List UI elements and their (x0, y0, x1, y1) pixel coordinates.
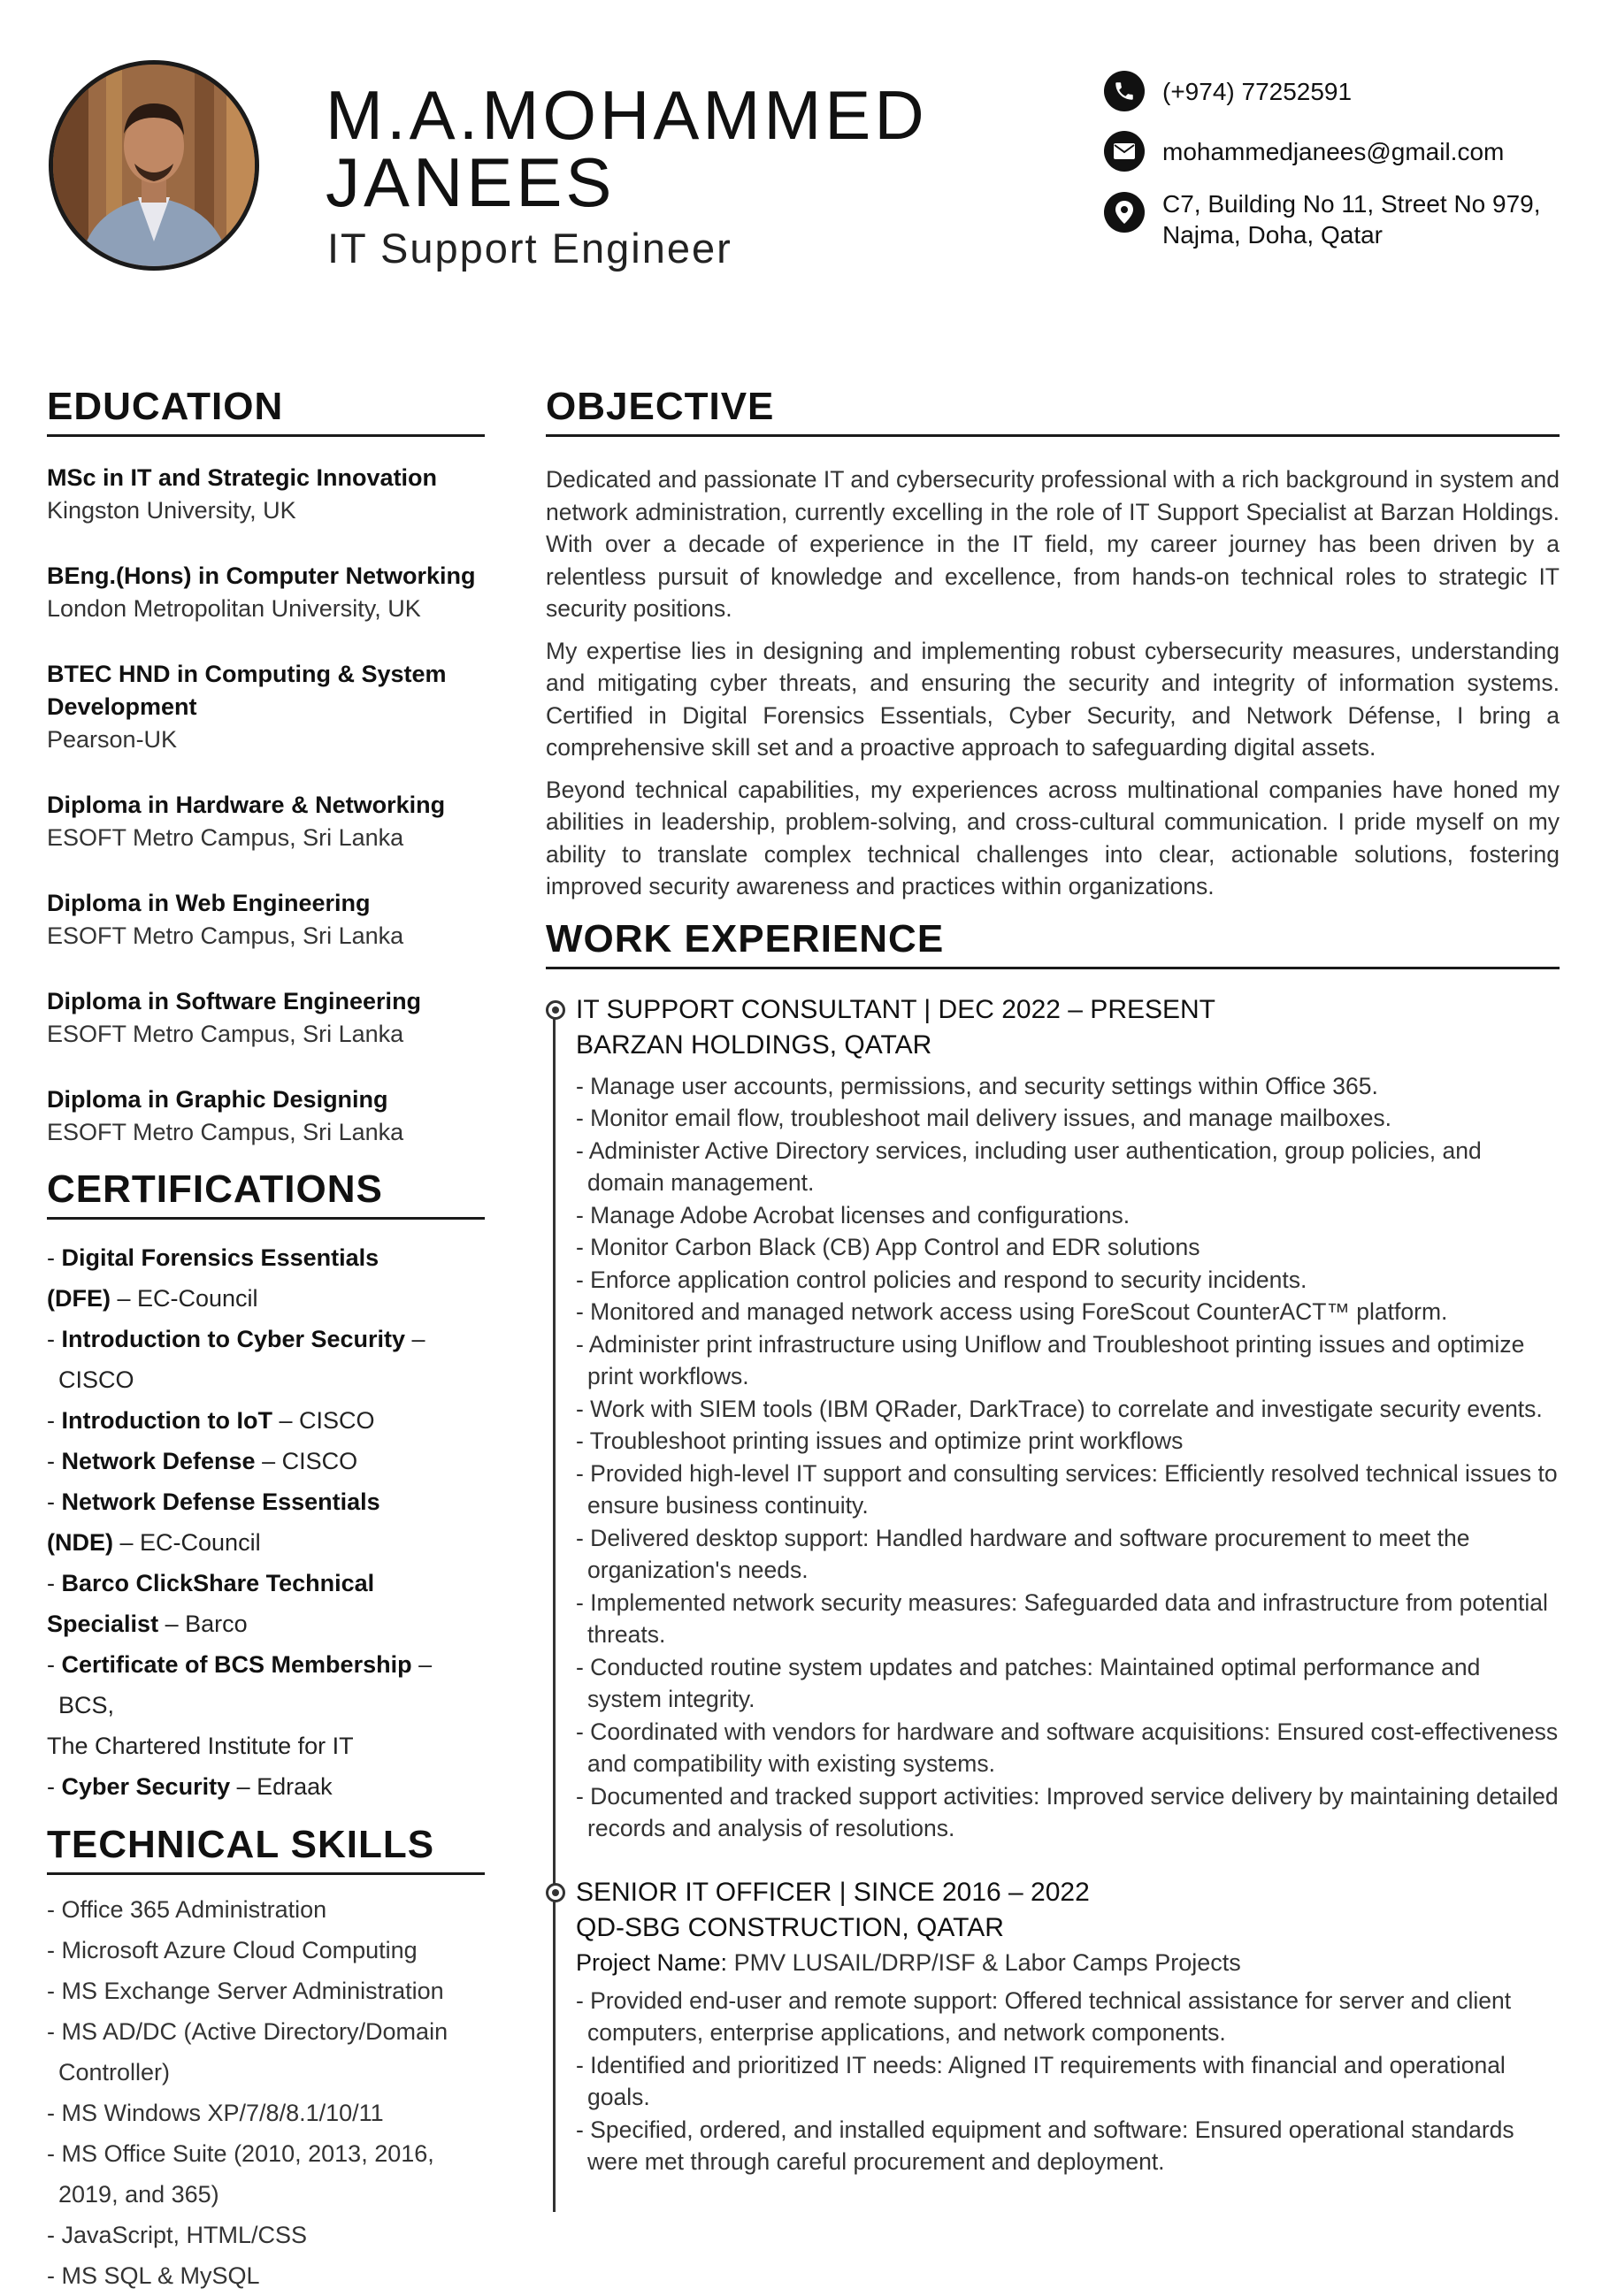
experience-rule (546, 967, 1560, 969)
certification-item-continued (47, 1278, 485, 1319)
full-name (326, 76, 928, 221)
education-item (47, 658, 485, 756)
education-school: ESOFT Metro Campus, Sri Lanka (47, 824, 404, 851)
certification-issuer: – EC-Council (113, 1529, 261, 1556)
certification-item-continued (47, 1522, 485, 1563)
education-item (47, 462, 485, 527)
education-degree: BEng.(Hons) in Computer Networking (47, 563, 476, 589)
project-name (576, 1946, 1560, 1979)
certification-item: - Certificate of BCS Membership – BCS, (47, 1651, 433, 1718)
certification-name: Introduction to IoT (61, 1407, 272, 1434)
certification-issuer: – BCS, (58, 1651, 433, 1718)
duty-item: - Troubleshoot printing issues and optimize print workflows (576, 1427, 1184, 1454)
experience-timeline (546, 992, 1560, 2178)
certification-issuer-continued: The Chartered Institute for IT (47, 1733, 354, 1759)
education-degree: Diploma in Web Engineering (47, 890, 371, 916)
education-school: ESOFT Metro Campus, Sri Lanka (47, 1119, 404, 1145)
duty-item: - Provided high-level IT support and consulting services: Efficiently resolved technical issues to ensure business continuity. (576, 1459, 1558, 1519)
timeline-dot-icon (546, 1000, 565, 1020)
education-degree: Diploma in Software Engineering (47, 988, 422, 1014)
education-degree: Diploma in Graphic Designing (47, 1086, 388, 1113)
address-line-2: Najma, Doha, Qatar (1162, 221, 1383, 249)
skill-item: - MS AD/DC (Active Directory/Domain Controller) (47, 2018, 448, 2086)
certification-item: - Introduction to Cyber Security – CISCO (47, 1326, 425, 1393)
contact-address (1104, 188, 1541, 250)
education-item (47, 789, 485, 854)
job-role: IT Support Engineer (327, 225, 732, 272)
phone-icon (1104, 71, 1145, 111)
duty-item: - Conducted routine system updates and patches: Maintained optimal performance and system integrity. (576, 1653, 1481, 1712)
address-line-1: C7, Building No 11, Street No 979, (1162, 190, 1541, 218)
duty-item: - Provided end-user and remote support: Offered technical assistance for server and client computers, enterprise applications, and network components. (576, 1986, 1512, 2046)
education-section (47, 385, 485, 1149)
skills-rule (47, 1872, 485, 1875)
experience-heading: WORK EXPERIENCE (546, 916, 945, 960)
certification-issuer: – Edraak (230, 1773, 333, 1800)
certification-name: Certificate of BCS Membership (61, 1651, 412, 1678)
experience-section (546, 917, 1560, 2178)
job-company: BARZAN HOLDINGS, QATAR (576, 1029, 932, 1060)
education-heading: EDUCATION (47, 385, 284, 428)
education-school: London Metropolitan University, UK (47, 595, 421, 622)
duty-item: - Enforce application control policies and respond to security incidents. (576, 1266, 1307, 1293)
education-item (47, 560, 485, 625)
skill-item: - MS Exchange Server Administration (47, 1978, 444, 2004)
job-duties (576, 1070, 1560, 1845)
objective-paragraphs (546, 463, 1560, 903)
certification-name-continued: (DFE) (47, 1285, 111, 1312)
certifications-list (47, 1237, 485, 1807)
certification-issuer: – CISCO (255, 1448, 358, 1474)
duty-item: - Work with SIEM tools (IBM QRader, DarkTrace) to correlate and investigate security events. (576, 1395, 1543, 1422)
left-column (47, 385, 485, 2296)
project-label: Project Name: (576, 1948, 728, 1976)
project-value: PMV LUSAIL/DRP/ISF & Labor Camps Projects (727, 1948, 1241, 1976)
job-company: QD-SBG CONSTRUCTION, QATAR (576, 1912, 1004, 1942)
certification-name: Introduction to Cyber Security (61, 1326, 406, 1352)
certification-name-continued: Specialist (47, 1611, 159, 1637)
education-degree: BTEC HND in Computing & System Development (47, 661, 447, 720)
objective-section (546, 385, 1560, 903)
certification-item: - Cyber Security – Edraak (47, 1773, 333, 1800)
duty-item: - Monitor Carbon Black (CB) App Control and EDR solutions (576, 1234, 1200, 1260)
skill-item: - Office 365 Administration (47, 1896, 327, 1923)
timeline-line (553, 1008, 556, 2212)
job-title: SENIOR IT OFFICER | SINCE 2016 – 2022 (576, 1877, 1090, 1907)
right-column (546, 385, 1560, 2178)
duty-item: - Manage Adobe Acrobat licenses and configurations. (576, 1201, 1131, 1228)
education-rule (47, 434, 485, 437)
certifications-section (47, 1167, 485, 1807)
job-entry (576, 992, 1560, 1845)
certification-item-continued (47, 1603, 485, 1644)
skills-section (47, 1823, 485, 2296)
job-entry (576, 1875, 1560, 2178)
skill-item: - MS Windows XP/7/8/8.1/10/11 (47, 2100, 384, 2126)
objective-paragraph: My expertise lies in designing and implementing robust cybersecurity measures, understanding and mitigating cyber threats, and ensuring the security and integrity of information systems. Certified in Digital Forensics Essentials, Cyber Security, and Network Défense, I bring a comprehensive skill set and a proactive approach to safeguarding digital assets. (546, 637, 1560, 761)
certifications-heading: CERTIFICATIONS (47, 1167, 383, 1211)
skills-heading: TECHNICAL SKILLS (47, 1823, 435, 1866)
duty-item: - Administer Active Directory services, including user authentication, group policies, and domain management. (576, 1137, 1482, 1196)
education-item (47, 1083, 485, 1149)
education-school: Pearson-UK (47, 726, 178, 753)
certification-item: - Network Defense Essentials (47, 1489, 380, 1515)
email-icon (1104, 131, 1145, 172)
job-title: IT SUPPORT CONSULTANT | DEC 2022 – PRESENT (576, 994, 1216, 1024)
certification-name: Digital Forensics Essentials (61, 1244, 379, 1271)
certification-issuer: – CISCO (272, 1407, 375, 1434)
certification-issuer: – CISCO (58, 1326, 425, 1393)
phone-number[interactable]: (+974) 77252591 (1162, 77, 1353, 105)
contact-email (1104, 131, 1504, 172)
name-line-1: M.A.MOHAMMED (326, 76, 928, 154)
duty-item: - Documented and tracked support activities: Improved service delivery by maintaining detailed records and analysis of resolutions. (576, 1782, 1559, 1841)
education-school: ESOFT Metro Campus, Sri Lanka (47, 1021, 404, 1047)
education-item (47, 887, 485, 953)
contact-phone (1104, 71, 1352, 111)
objective-heading: OBJECTIVE (546, 385, 775, 428)
skill-item: - Microsoft Azure Cloud Computing (47, 1937, 418, 1963)
education-degree: Diploma in Hardware & Networking (47, 792, 446, 818)
skill-item: - MS SQL & MySQL (47, 2262, 260, 2289)
certification-issuer: – Barco (158, 1611, 248, 1637)
certification-item: - Introduction to IoT – CISCO (47, 1407, 375, 1434)
certification-name: Cyber Security (61, 1773, 231, 1800)
profile-photo-illustration (53, 65, 255, 266)
profile-photo (49, 60, 259, 271)
education-item (47, 985, 485, 1051)
education-degree: MSc in IT and Strategic Innovation (47, 464, 438, 491)
duty-item: - Delivered desktop support: Handled hardware and software procurement to meet the organization's needs. (576, 1524, 1470, 1583)
skill-item: - MS Office Suite (2010, 2013, 2016, 2019, and 365) (47, 2140, 434, 2208)
duty-item: - Coordinated with vendors for hardware and software acquisitions: Ensured cost-effectiveness and compatibility with existing systems. (576, 1718, 1559, 1777)
duty-item: - Identified and prioritized IT needs: Aligned IT requirements with financial and operational goals. (576, 2051, 1506, 2110)
skills-list (47, 1889, 485, 2296)
duty-item: - Monitored and managed network access using ForeScout CounterACT™ platform. (576, 1298, 1448, 1325)
duty-item: - Monitor email flow, troubleshoot mail delivery issues, and manage mailboxes. (576, 1105, 1392, 1131)
certification-name: Network Defense (61, 1448, 256, 1474)
duty-item: - Implemented network security measures: Safeguarded data and infrastructure from potential threats. (576, 1588, 1548, 1648)
objective-paragraph: Beyond technical capabilities, my experiences across multinational companies have honed my abilities in leadership, problem-solving, and cross-cultural communication. I pride myself on my ability to translate complex technical challenges into clear, actionable solutions, fostering improved security awareness and practices within organizations. (546, 776, 1560, 899)
education-school: ESOFT Metro Campus, Sri Lanka (47, 922, 404, 949)
objective-rule (546, 434, 1560, 437)
location-pin-icon (1104, 192, 1145, 233)
education-school: Kingston University, UK (47, 497, 296, 524)
certifications-rule (47, 1217, 485, 1220)
education-list (47, 462, 485, 1149)
timeline-dot-icon (546, 1883, 565, 1902)
certification-item: - Digital Forensics Essentials (47, 1244, 379, 1271)
skill-item: - JavaScript, HTML/CSS (47, 2222, 308, 2248)
certification-name: Network Defense Essentials (61, 1489, 380, 1515)
duty-item: - Administer print infrastructure using Uniflow and Troubleshoot printing issues and optimize print workflows. (576, 1330, 1525, 1389)
email-address[interactable]: mohammedjanees@gmail.com (1162, 137, 1505, 165)
certification-item: - Network Defense – CISCO (47, 1448, 358, 1474)
name-line-2: JANEES (326, 143, 616, 221)
certification-name-continued: (NDE) (47, 1529, 113, 1556)
certification-issuer: – EC-Council (110, 1285, 258, 1312)
duty-item: - Specified, ordered, and installed equipment and software: Ensured operational standards were met through careful procurement and deployment. (576, 2116, 1514, 2175)
certification-item: - Barco ClickShare Technical (47, 1570, 375, 1596)
duty-item: - Manage user accounts, permissions, and security settings within Office 365. (576, 1072, 1378, 1099)
job-duties (576, 1985, 1560, 2178)
objective-paragraph: Dedicated and passionate IT and cybersecurity professional with a rich background in system and network administration, currently excelling in the role of IT Support Specialist at Barzan Holdings. With over a decade of experience in the IT field, my career journey has been driven by a relentless pursuit of knowledge and excellence, from hands-on technical roles to strategic IT security positions. (546, 466, 1560, 622)
certification-name: Barco ClickShare Technical (61, 1570, 375, 1596)
